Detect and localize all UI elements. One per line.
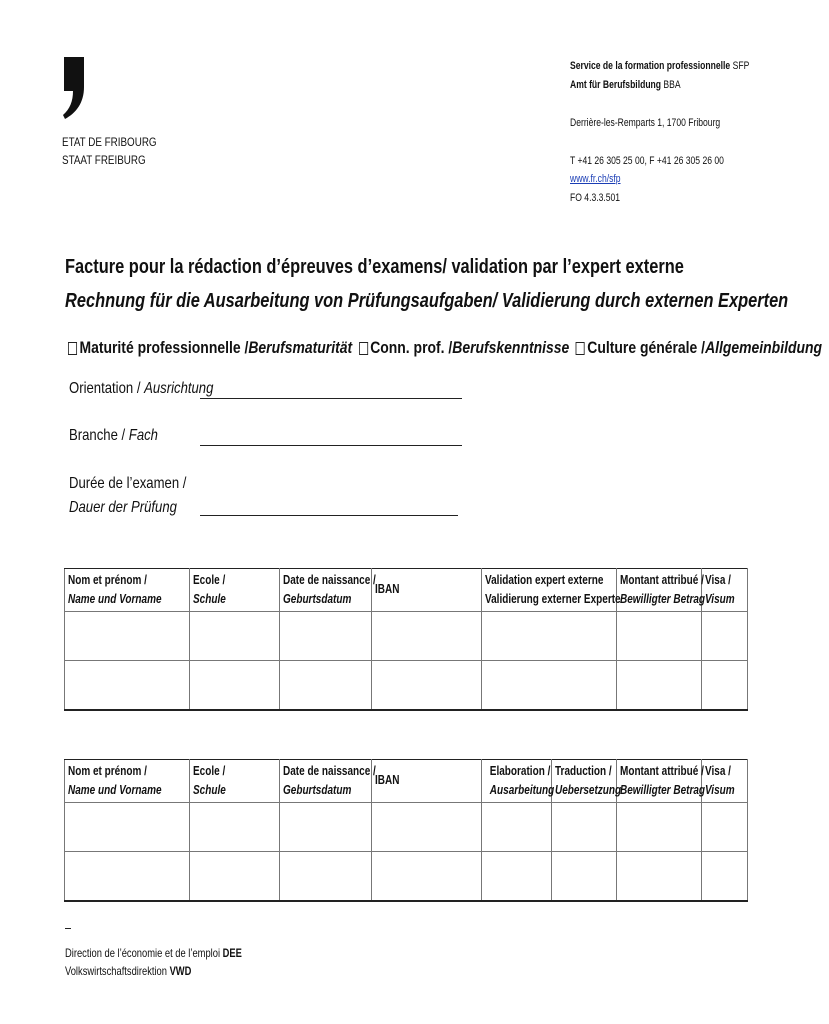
header-name xyxy=(65,569,190,612)
title-de: Rechnung für die Ausarbeitung von Prüfungsaufgaben/ Validierung durch externen Experten xyxy=(65,290,789,312)
cell-iban[interactable] xyxy=(372,803,482,852)
orientation-label xyxy=(69,380,213,398)
header-elaboration-de: Ausarbeitung xyxy=(489,783,555,797)
header-school-fr: Ecole / xyxy=(193,573,226,587)
cell-birthdate[interactable] xyxy=(280,612,372,661)
service-fr xyxy=(570,60,749,72)
header-birthdate xyxy=(280,569,376,612)
address: Derrière-les-Remparts 1, 1700 Fribourg xyxy=(570,117,721,129)
duree-label-fr: Durée de l’examen / xyxy=(69,475,187,492)
header-visa xyxy=(702,760,748,803)
header-visa-de: Visum xyxy=(705,592,735,606)
cell-translation[interactable] xyxy=(552,803,617,852)
header-visa-fr: Visa / xyxy=(705,573,731,587)
header-amount xyxy=(617,569,706,612)
header-iban-text: IBAN xyxy=(375,773,400,787)
header-amount xyxy=(617,760,706,803)
cell-amount[interactable] xyxy=(617,852,702,902)
cell-visa[interactable] xyxy=(702,803,748,852)
header-validation-de: Validierung externer Experte xyxy=(485,592,621,606)
header-visa xyxy=(702,569,748,612)
form-reference: FO 4.3.3.501 xyxy=(570,192,621,204)
service-fr-abbr: SFP xyxy=(732,60,750,72)
table-row xyxy=(65,852,748,902)
header-name-de: Name und Vorname xyxy=(68,783,162,797)
header-school xyxy=(190,569,280,612)
orientation-label-de: Ausrichtung xyxy=(144,380,214,397)
table-row xyxy=(65,803,748,852)
option-conn-prof-de: Berufskenntnisse xyxy=(452,338,570,357)
branche-input-line[interactable] xyxy=(200,445,462,446)
checkbox-culture[interactable] xyxy=(576,342,585,355)
header-validation xyxy=(482,569,621,612)
header-school-de: Schule xyxy=(193,783,226,797)
orientation-label-fr: Orientation / xyxy=(69,380,145,397)
option-maturite[interactable] xyxy=(68,338,352,358)
header-elaboration xyxy=(482,760,555,803)
cell-iban[interactable] xyxy=(372,661,482,711)
table-row xyxy=(65,661,748,711)
cell-school[interactable] xyxy=(190,612,280,661)
cell-school[interactable] xyxy=(190,661,280,711)
footer-direction-fr-abbr: DEE xyxy=(222,946,242,960)
header-translation-fr: Traduction / xyxy=(555,764,612,778)
cell-school[interactable] xyxy=(190,803,280,852)
phone-fax: T +41 26 305 25 00, F +41 26 305 26 00 xyxy=(570,155,724,167)
duree-label-de-text: Dauer der Prüfung xyxy=(69,499,177,516)
header-birthdate-fr: Date de naissance / xyxy=(283,764,376,778)
checkbox-maturite[interactable] xyxy=(68,342,77,355)
cell-validation[interactable] xyxy=(482,661,617,711)
header-amount-de: Bewilligter Betrag xyxy=(620,592,706,606)
header-iban-text: IBAN xyxy=(375,582,400,596)
option-culture-de: Allgemeinbildung xyxy=(705,338,823,357)
option-conn-prof[interactable] xyxy=(359,338,570,358)
cell-iban[interactable] xyxy=(372,852,482,902)
option-maturite-de: Berufsmaturität xyxy=(248,338,353,357)
header-iban xyxy=(372,569,482,612)
duree-input-line[interactable] xyxy=(200,515,458,516)
header-validation-fr: Validation expert externe xyxy=(485,573,604,587)
cell-amount[interactable] xyxy=(617,661,702,711)
cell-visa[interactable] xyxy=(702,661,748,711)
cell-elaboration[interactable] xyxy=(482,852,552,902)
cell-visa[interactable] xyxy=(702,612,748,661)
branche-label-fr: Branche / xyxy=(69,427,129,444)
cell-translation[interactable] xyxy=(552,852,617,902)
header-translation xyxy=(552,760,622,803)
elaboration-table xyxy=(64,759,748,902)
cell-birthdate[interactable] xyxy=(280,803,372,852)
option-maturite-fr: Maturité professionnelle / xyxy=(79,338,249,357)
website-link[interactable]: www.fr.ch/sfp xyxy=(570,173,621,185)
checkbox-conn-prof[interactable] xyxy=(359,342,368,355)
footer-divider xyxy=(65,928,71,929)
logo-text-de: STAAT FREIBURG xyxy=(62,153,146,167)
header-name-fr: Nom et prénom / xyxy=(68,573,147,587)
cell-name[interactable] xyxy=(65,852,190,902)
branche-label-de: Fach xyxy=(128,427,158,444)
header-amount-fr: Montant attribué / xyxy=(620,764,704,778)
header-visa-de: Visum xyxy=(705,783,735,797)
table-header-row xyxy=(65,569,748,612)
service-de-abbr: BBA xyxy=(663,79,681,91)
cell-birthdate[interactable] xyxy=(280,852,372,902)
comma-logo-icon xyxy=(62,57,86,119)
cell-amount[interactable] xyxy=(617,612,702,661)
header-school-fr: Ecole / xyxy=(193,764,226,778)
cell-name[interactable] xyxy=(65,803,190,852)
header-amount-fr: Montant attribué / xyxy=(620,573,704,587)
table-header-row xyxy=(65,760,748,803)
cell-validation[interactable] xyxy=(482,612,617,661)
header-name-de: Name und Vorname xyxy=(68,592,162,606)
header-name xyxy=(65,760,190,803)
footer-direction-de-abbr: VWD xyxy=(169,964,192,978)
service-de xyxy=(570,79,681,91)
footer-direction-fr xyxy=(65,946,242,960)
header-school xyxy=(190,760,280,803)
cell-school[interactable] xyxy=(190,852,280,902)
cell-iban[interactable] xyxy=(372,612,482,661)
logo-text-fr: ETAT DE FRIBOURG xyxy=(62,135,157,149)
option-culture-fr: Culture générale / xyxy=(587,338,706,357)
header-iban xyxy=(372,760,482,803)
header-birthdate-fr: Date de naissance / xyxy=(283,573,376,587)
header-birthdate-de: Geburtsdatum xyxy=(283,592,352,606)
header-birthdate-de: Geburtsdatum xyxy=(283,783,352,797)
service-de-name: Amt für Berufsbildung xyxy=(570,79,662,91)
cell-amount[interactable] xyxy=(617,803,702,852)
cell-name[interactable] xyxy=(65,612,190,661)
service-fr-name: Service de la formation professionnelle xyxy=(570,60,731,72)
header-school-de: Schule xyxy=(193,592,226,606)
duree-label-de xyxy=(69,499,177,517)
header-visa-fr: Visa / xyxy=(705,764,731,778)
cell-birthdate[interactable] xyxy=(280,661,372,711)
orientation-input-line[interactable] xyxy=(200,398,462,399)
header-name-fr: Nom et prénom / xyxy=(68,764,147,778)
title-fr: Facture pour la rédaction d’épreuves d’examens/ validation par l’expert externe xyxy=(65,256,684,278)
header-translation-de: Uebersetzung xyxy=(555,783,622,797)
cell-name[interactable] xyxy=(65,661,190,711)
cell-elaboration[interactable] xyxy=(482,803,552,852)
header-elaboration-fr: Elaboration / xyxy=(489,764,551,778)
header-birthdate xyxy=(280,760,376,803)
footer-direction-de xyxy=(65,964,191,978)
footer-direction-fr-text: Direction de l’économie et de l’emploi xyxy=(65,946,223,960)
option-conn-prof-fr: Conn. prof. / xyxy=(370,338,453,357)
table-row xyxy=(65,612,748,661)
validation-table xyxy=(64,568,748,711)
branche-label xyxy=(69,427,158,445)
footer-direction-de-text: Volkswirtschaftsdirektion xyxy=(65,964,170,978)
exam-type-options xyxy=(68,338,829,358)
option-culture[interactable] xyxy=(576,338,822,358)
header-amount-de: Bewilligter Betrag xyxy=(620,783,706,797)
cell-visa[interactable] xyxy=(702,852,748,902)
